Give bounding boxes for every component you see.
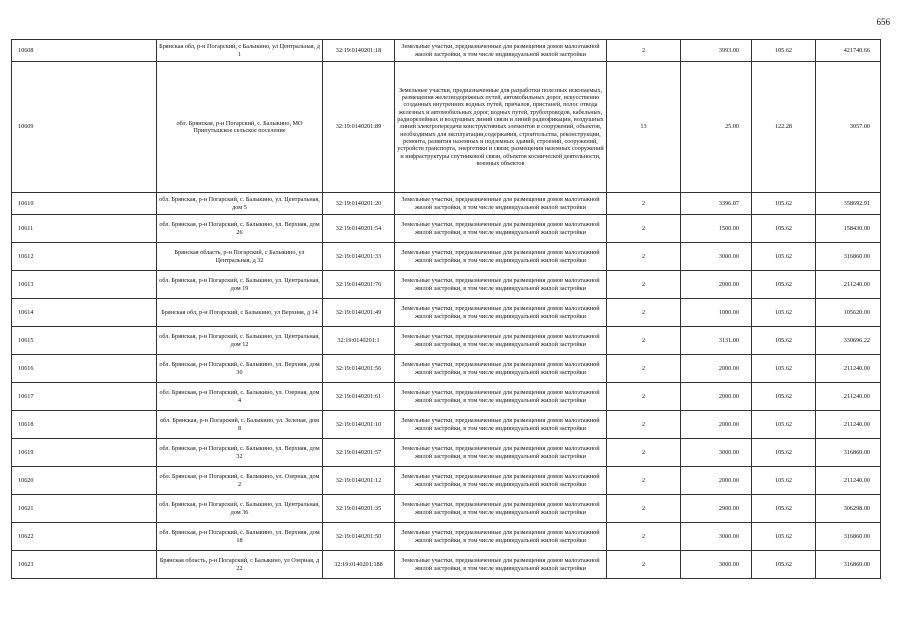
table-row (12, 383, 881, 411)
rate-cell: 105.62 (752, 327, 816, 355)
cadastral-value-cell: 211240.00 (816, 411, 881, 439)
cadastral-number-cell: 32:19:0140201:35 (323, 495, 395, 523)
category-cell: 2 (607, 299, 681, 327)
table-row (12, 193, 881, 215)
cadastral-number-cell: 32:19:0140201:50 (323, 523, 395, 551)
record-id-cell: 10613 (12, 271, 157, 299)
table-row (12, 271, 881, 299)
address-cell: Брянская область, р-н Погарский, с Балыкино, ул Озерная, д 22 (157, 551, 323, 579)
category-cell: 2 (607, 193, 681, 215)
cadastral-number-cell: 32:19:0140201:1 (323, 327, 395, 355)
land-use-purpose-cell: Земельные участки, предназначенные для размещения домов малоэтажной жилой застройки, в том числе индивидуальной жилой застройки (395, 411, 607, 439)
table-row (12, 495, 881, 523)
table-row (12, 327, 881, 355)
table-row (12, 62, 881, 193)
category-cell: 2 (607, 215, 681, 243)
record-id-cell: 10617 (12, 383, 157, 411)
address-cell: обл. Брянская, р-н Погарский, с. Балыкино, ул. Озерная, дом 2 (157, 467, 323, 495)
cadastral-number-cell: 32:19:0140201:89 (323, 62, 395, 193)
address-cell: обл. Брянская, р-н Погарский, с. Балыкино, ул. Зеленая, дом 8 (157, 411, 323, 439)
rate-cell: 122.28 (752, 62, 816, 193)
address-cell: обл. Брянская, р-н Погарский, с. Балыкино, ул. Верхняя, дом 18 (157, 523, 323, 551)
table-row (12, 523, 881, 551)
rate-cell: 105.62 (752, 523, 816, 551)
rate-cell: 105.62 (752, 551, 816, 579)
rate-cell: 105.62 (752, 439, 816, 467)
cadastral-value-cell: 211240.00 (816, 383, 881, 411)
land-use-purpose-cell: Земельные участки, предназначенные для размещения домов малоэтажной жилой застройки, в том числе индивидуальной жилой застройки (395, 551, 607, 579)
address-cell: обл. Брянская, р-н Погарский, с. Балыкино, ул. Центральная, дом 12 (157, 327, 323, 355)
area-cell: 1500.00 (681, 215, 752, 243)
area-cell: 1000.00 (681, 299, 752, 327)
cadastral-number-cell: 32:19:0140201:33 (323, 243, 395, 271)
address-cell: обл. Брянская, р-н Погарский, с. Балыкино, МО Припутьшское сельское поселение (157, 62, 323, 193)
address-cell: обл. Брянская, р-н Погарский, с. Балыкино, ул. Верхняя, дом 26 (157, 215, 323, 243)
category-cell: 2 (607, 411, 681, 439)
cadastral-value-cell: 316860.00 (816, 551, 881, 579)
area-cell: 3000.00 (681, 551, 752, 579)
area-cell: 25.00 (681, 62, 752, 193)
category-cell: 2 (607, 355, 681, 383)
page-number: 656 (876, 17, 890, 27)
land-use-purpose-cell: Земельные участки, предназначенные для размещения домов малоэтажной жилой застройки, в том числе индивидуальной жилой застройки (395, 215, 607, 243)
cadastral-number-cell: 32:19:0140201:76 (323, 271, 395, 299)
category-cell: 2 (607, 327, 681, 355)
address-cell: обл. Брянская, р-н Погарский, с. Балыкино, ул. Верхняя, дом 32 (157, 439, 323, 467)
record-id-cell: 10620 (12, 467, 157, 495)
area-cell: 2900.00 (681, 495, 752, 523)
cadastral-number-cell: 32:19:0140201:18 (323, 40, 395, 62)
record-id-cell: 10623 (12, 551, 157, 579)
land-use-purpose-cell: Земельные участки, предназначенные для размещения домов малоэтажной жилой застройки, в том числе индивидуальной жилой застройки (395, 355, 607, 383)
category-cell: 2 (607, 383, 681, 411)
record-id-cell: 10609 (12, 62, 157, 193)
area-cell: 2000.00 (681, 467, 752, 495)
rate-cell: 105.62 (752, 193, 816, 215)
cadastral-value-cell: 211240.00 (816, 467, 881, 495)
land-use-purpose-cell: Земельные участки, предназначенные для размещения домов малоэтажной жилой застройки, в том числе индивидуальной жилой застройки (395, 243, 607, 271)
address-cell: обл. Брянская, р-н Погарский, с. Балыкино, ул. Центральная, дом 36 (157, 495, 323, 523)
record-id-cell: 10611 (12, 215, 157, 243)
rate-cell: 105.62 (752, 40, 816, 62)
address-cell: обл. Брянская, р-н Погарский, с. Балыкино, ул. Центральная, дом 5 (157, 193, 323, 215)
area-cell: 3396.07 (681, 193, 752, 215)
cadastral-value-cell: 211240.00 (816, 355, 881, 383)
record-id-cell: 10610 (12, 193, 157, 215)
area-cell: 3000.00 (681, 243, 752, 271)
rate-cell: 105.62 (752, 271, 816, 299)
cadastral-number-cell: 32:19:0140201:54 (323, 215, 395, 243)
table-row (12, 355, 881, 383)
rate-cell: 105.62 (752, 299, 816, 327)
table-row (12, 467, 881, 495)
rate-cell: 105.62 (752, 411, 816, 439)
table-body (12, 40, 881, 579)
area-cell: 2000.00 (681, 383, 752, 411)
table-row (12, 411, 881, 439)
land-use-purpose-cell: Земельные участки, предназначенные для размещения домов малоэтажной жилой застройки, в том числе индивидуальной жилой застройки (395, 327, 607, 355)
address-cell: обл. Брянская, р-н Погарский, с. Балыкино, ул. Центральная, дом 19 (157, 271, 323, 299)
table-row (12, 215, 881, 243)
record-id-cell: 10616 (12, 355, 157, 383)
land-use-purpose-cell: Земельные участки, предназначенные для размещения домов малоэтажной жилой застройки, в том числе индивидуальной жилой застройки (395, 271, 607, 299)
area-cell: 2000.00 (681, 271, 752, 299)
area-cell: 3000.00 (681, 523, 752, 551)
cadastral-number-cell: 32:19:0140201:49 (323, 299, 395, 327)
land-use-purpose-cell: Земельные участки, предназначенные для размещения домов малоэтажной жилой застройки, в том числе индивидуальной жилой застройки (395, 299, 607, 327)
land-plot-registry-table (11, 39, 881, 579)
area-cell: 3131.00 (681, 327, 752, 355)
land-use-purpose-cell: Земельные участки, предназначенные для размещения домов малоэтажной жилой застройки, в том числе индивидуальной жилой застройки (395, 193, 607, 215)
cadastral-value-cell: 316860.00 (816, 439, 881, 467)
category-cell: 2 (607, 439, 681, 467)
category-cell: 2 (607, 40, 681, 62)
area-cell: 3000.00 (681, 439, 752, 467)
address-cell: обл. Брянская, р-н Погарский, с. Балыкино, ул. Озерная, дом 4 (157, 383, 323, 411)
area-cell: 2000.00 (681, 411, 752, 439)
cadastral-number-cell: 32:19:0140201:57 (323, 439, 395, 467)
record-id-cell: 10619 (12, 439, 157, 467)
table-row (12, 299, 881, 327)
area-cell: 3993.00 (681, 40, 752, 62)
record-id-cell: 10622 (12, 523, 157, 551)
area-cell: 2000.00 (681, 355, 752, 383)
record-id-cell: 10618 (12, 411, 157, 439)
cadastral-value-cell: 3057.00 (816, 62, 881, 193)
cadastral-number-cell: 32:19:0140201:12 (323, 467, 395, 495)
rate-cell: 105.62 (752, 467, 816, 495)
category-cell: 13 (607, 62, 681, 193)
rate-cell: 105.62 (752, 383, 816, 411)
category-cell: 2 (607, 551, 681, 579)
category-cell: 2 (607, 495, 681, 523)
cadastral-number-cell: 32:19:0140201:61 (323, 383, 395, 411)
cadastral-value-cell: 316860.00 (816, 243, 881, 271)
land-use-purpose-cell: Земельные участки, предназначенные для разработки полезных ископаемых, размещения железнодорожных путей, автомобильных дорог, искусственно созданных внутренних водных путей, причалов, пристаней, полос отвода железных и автомобильных дорог, водных путей, трубопроводов, кабельных, радиорелейных и воздушных линий связи и линий радиофикации, воздушных линий электропередачи конструктивных элементов и сооружений, объектов, необходимых для эксплуатации,содержания, строительства, реконструкции, ремонта, развития наземных и подземных зданий, строений, сооружений, устройств транспорта, энергетики и связи; размещения наземных сооружений и инфраструктуры спутниковой связи, объектов космической деятельности, военных объектов (395, 62, 607, 193)
address-cell: Брянская область, р-н Погарский, с Балыкино, ул Центральная, д 32 (157, 243, 323, 271)
cadastral-number-cell: 32:19:0140201:10 (323, 411, 395, 439)
land-use-purpose-cell: Земельные участки, предназначенные для размещения домов малоэтажной жилой застройки, в том числе индивидуальной жилой застройки (395, 495, 607, 523)
cadastral-value-cell: 316860.00 (816, 523, 881, 551)
land-use-purpose-cell: Земельные участки, предназначенные для размещения домов малоэтажной жилой застройки, в том числе индивидуальной жилой застройки (395, 383, 607, 411)
table-row (12, 40, 881, 62)
cadastral-value-cell: 358692.91 (816, 193, 881, 215)
table-row (12, 243, 881, 271)
cadastral-number-cell: 32:19:0140201:20 (323, 193, 395, 215)
category-cell: 2 (607, 523, 681, 551)
land-use-purpose-cell: Земельные участки, предназначенные для размещения домов малоэтажной жилой застройки, в том числе индивидуальной жилой застройки (395, 40, 607, 62)
cadastral-number-cell: 32:19:0140201:188 (323, 551, 395, 579)
address-cell: Брянская обл, р-н Погарский, с Балыкино, ул Верхняя, д 14 (157, 299, 323, 327)
cadastral-value-cell: 330696.22 (816, 327, 881, 355)
table-row (12, 439, 881, 467)
address-cell: Брянская обл, р-н Погарский, с Балыкино, ул Центральная, д 1 (157, 40, 323, 62)
address-cell: обл. Брянская, р-н Погарский, с. Балыкино, ул. Верхняя, дом 30 (157, 355, 323, 383)
rate-cell: 105.62 (752, 243, 816, 271)
record-id-cell: 10608 (12, 40, 157, 62)
cadastral-value-cell: 105620.00 (816, 299, 881, 327)
rate-cell: 105.62 (752, 355, 816, 383)
category-cell: 2 (607, 467, 681, 495)
land-use-purpose-cell: Земельные участки, предназначенные для размещения домов малоэтажной жилой застройки, в том числе индивидуальной жилой застройки (395, 439, 607, 467)
cadastral-value-cell: 421740.66 (816, 40, 881, 62)
rate-cell: 105.62 (752, 495, 816, 523)
cadastral-value-cell: 211240.00 (816, 271, 881, 299)
cadastral-number-cell: 32:19:0140201:56 (323, 355, 395, 383)
table-row (12, 551, 881, 579)
record-id-cell: 10615 (12, 327, 157, 355)
land-use-purpose-cell: Земельные участки, предназначенные для размещения домов малоэтажной жилой застройки, в том числе индивидуальной жилой застройки (395, 467, 607, 495)
land-use-purpose-cell: Земельные участки, предназначенные для размещения домов малоэтажной жилой застройки, в том числе индивидуальной жилой застройки (395, 523, 607, 551)
record-id-cell: 10621 (12, 495, 157, 523)
cadastral-value-cell: 306298.00 (816, 495, 881, 523)
record-id-cell: 10612 (12, 243, 157, 271)
cadastral-value-cell: 158430.00 (816, 215, 881, 243)
record-id-cell: 10614 (12, 299, 157, 327)
category-cell: 2 (607, 271, 681, 299)
category-cell: 2 (607, 243, 681, 271)
rate-cell: 105.62 (752, 215, 816, 243)
